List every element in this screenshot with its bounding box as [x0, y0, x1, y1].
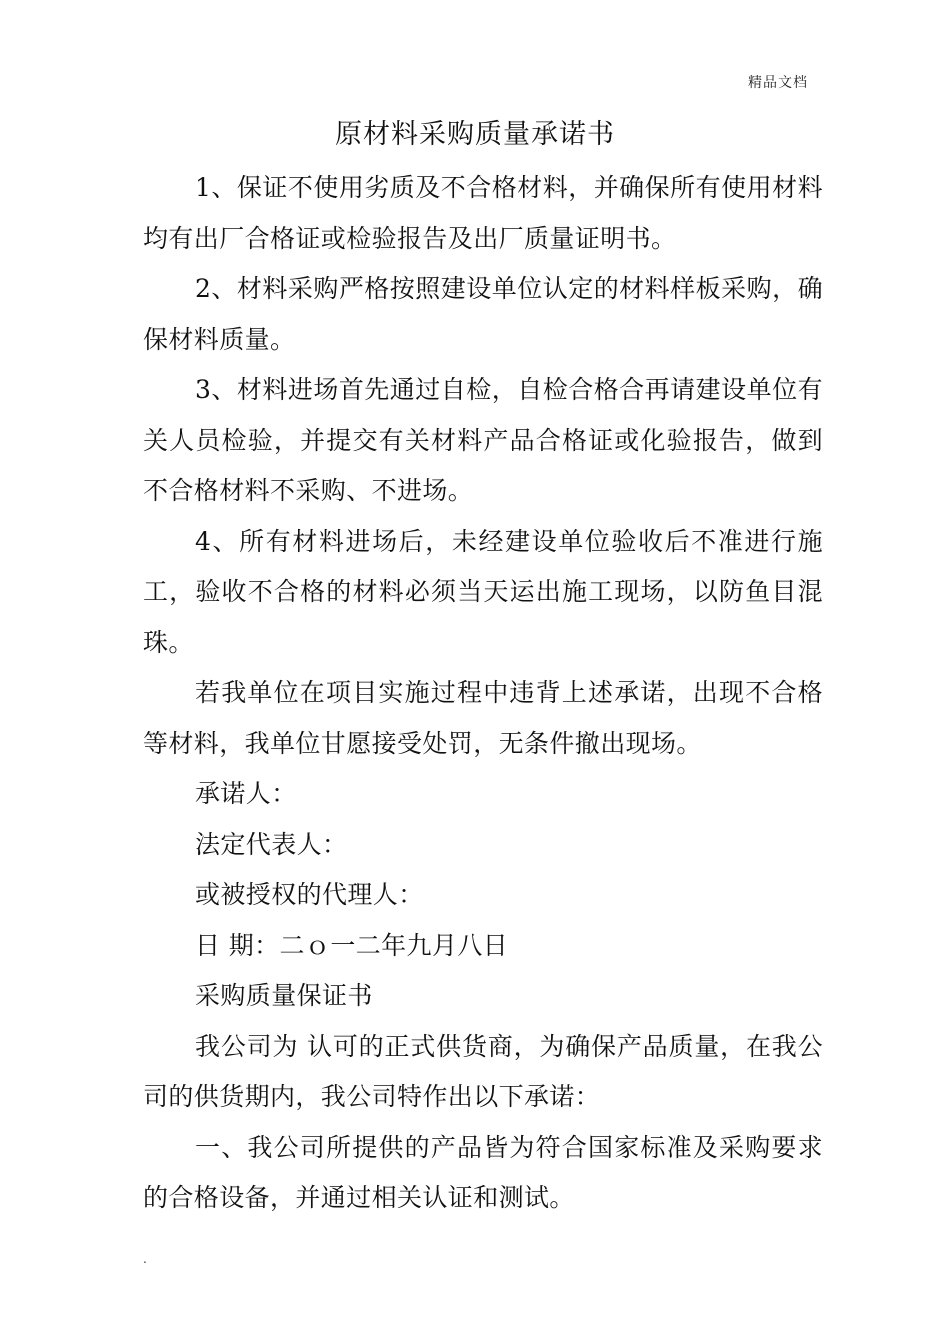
paragraph-2: 2、材料采购严格按照建设单位认定的材料样板采购，确保材料质量。: [143, 274, 823, 354]
date-line: 日 期：二ｏ一二年九月八日: [195, 930, 509, 960]
authorized-agent-label: 或被授权的代理人：: [195, 880, 424, 909]
legal-representative-label: 法定代表人：: [195, 829, 348, 859]
paragraph-6: 我公司为 认可的正式供货商，为确保产品质量，在我公司的供货期内，我公司特作出以下承诺：: [143, 1031, 823, 1111]
paragraph-1: 1、保证不使用劣质及不合格材料，并确保所有使用材料均有出厂合格证或检验报告及出厂质量证明书。: [143, 173, 823, 253]
document-title: 原材料采购质量承诺书: [335, 119, 615, 150]
paragraph-7: 一、我公司所提供的产品皆为符合国家标准及采购要求的合格设备，并通过相关认证和测试。: [143, 1132, 823, 1212]
document-body: [143, 163, 823, 1224]
section-title: 采购质量保证书: [195, 981, 373, 1010]
paragraph-3: 3、材料进场首先通过自检，自检合格合再请建设单位有关人员检验，并提交有关材料产品合格证或化验报告，做到不合格材料不采购、不进场。: [143, 375, 823, 505]
paragraph-5: 若我单位在项目实施过程中违背上述承诺，出现不合格等材料，我单位甘愿接受处罚，无条件撤出现场。: [143, 678, 823, 758]
header-mark: 精品文档: [748, 75, 808, 91]
footer-mark: .: [143, 1252, 147, 1266]
promisor-label: 承诺人：: [195, 779, 297, 808]
paragraph-4: 4、所有材料进场后，未经建设单位验收后不准进行施工，验收不合格的材料必须当天运出施工现场，以防鱼目混珠。: [143, 526, 823, 657]
